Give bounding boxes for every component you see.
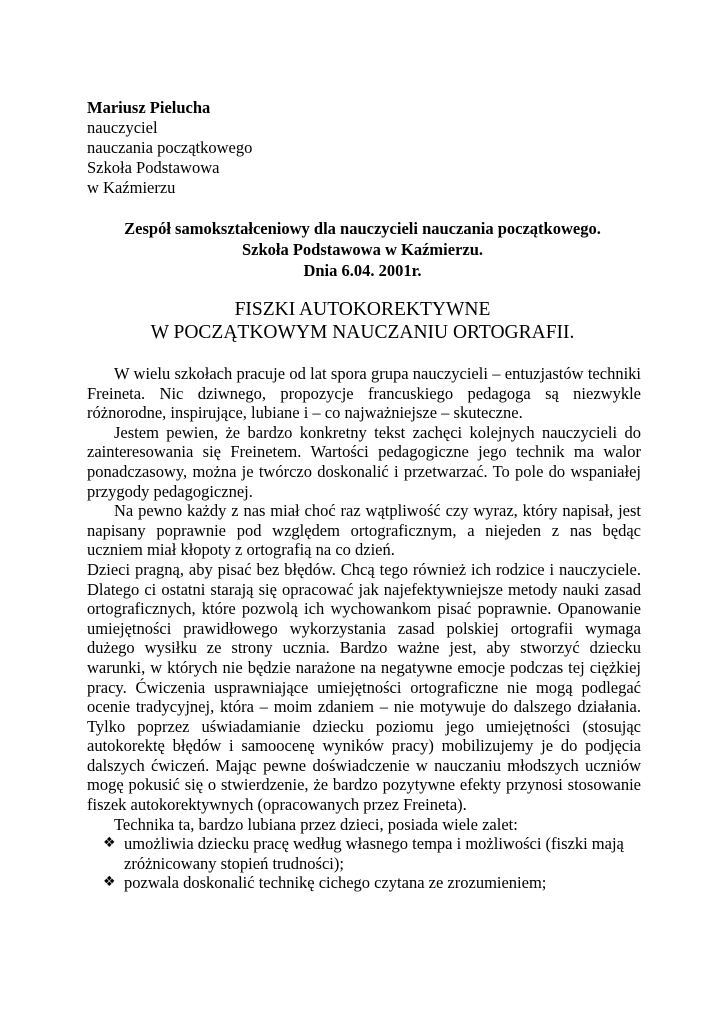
document-title: [0, 298, 725, 344]
paragraph-4: Dzieci pragną, aby pisać bez błędów. Chcą tego również ich rodzice i nauczyciele. Dlatego ci ostatni starają się opracować jak najefektywniejsze metody nauki zasad ortograficznych, które pozwolą ich wychowankom pisać poprawnie. Opanowanie umiejętności prawidłowego wykorzystania zasad polskiej ortografii wymaga dużego wysiłku ze strony ucznia. Bardzo ważne jest, aby stworzyć dziecku warunki, w których nie będzie narażone na negatywne emocje podczas tej ciężkiej pracy. Ćwiczenia usprawniające umiejętności ortograficzne nie mogą podlegać ocenie tradycyjnej, która – moim zdaniem – nie motywuje do dalszego działania. Tylko poprzez uświadamianie dziecku poziomu jego umiejętności (stosując autokorektę błędów i samoocenę wyników pracy) mobilizujemy je do podjęcia dalszych ćwiczeń. Mając pewne doświadczenie w nauczaniu młodszych uczniów mogę pokusić się o stwierdzenie, że bardzo pozytywne efekty przynosi stosowanie fiszek autokorektywnych (opracowanych przez Freineta).: [87, 559, 641, 815]
author-role-detail: nauczania początkowego: [87, 138, 253, 157]
author-role: nauczyciel: [87, 118, 158, 137]
list-item: [87, 834, 641, 873]
diamond-bullet-icon: ❖: [103, 874, 116, 891]
header-line-date: Dnia 6.04. 2001r.: [303, 261, 422, 280]
list-item-text: umożliwia dziecku pracę według własnego tempa i możliwości (fiszki mają zróżnicowany stopień trudności);: [124, 834, 624, 873]
paragraph-1: W wielu szkołach pracuje od lat spora grupa nauczycieli – entuzjastów techniki Freineta. Nic dziwnego, propozycje francuskiego pedagoga są niezwykle różnorodne, inspirujące, lubiane i – co najważniejsze – skuteczne.: [87, 364, 641, 423]
diamond-bullet-icon: ❖: [103, 835, 116, 852]
header-line-school: Szkoła Podstawowa w Kaźmierzu.: [241, 240, 484, 259]
list-item-text: pozwala doskonalić technikę cichego czytana ze zrozumieniem;: [124, 873, 547, 893]
document-body: [87, 364, 641, 893]
author-block: [87, 98, 252, 198]
author-school: Szkoła Podstawowa: [87, 158, 220, 177]
paragraph-3: Na pewno każdy z nas miał choć raz wątpliwość czy wyraz, który napisał, jest napisany poprawnie pod względem ortograficznym, a niejeden z nas będąc uczniem miał kłopoty z ortografią na co dzień.: [87, 501, 641, 560]
title-line-2: W POCZĄTKOWYM NAUCZANIU ORTOGRAFII.: [150, 322, 575, 343]
author-name: Mariusz Pielucha: [87, 98, 211, 117]
title-line-1: FISZKI AUTOKOREKTYWNE: [234, 299, 491, 320]
paragraph-5: Technika ta, bardzo lubiana przez dzieci, posiada wiele zalet:: [114, 814, 518, 834]
header-line-team: Zespół samokształceniowy dla nauczycieli nauczania początkowego.: [124, 219, 601, 238]
meeting-header: [0, 218, 725, 281]
author-location: w Kaźmierzu: [87, 178, 176, 197]
advantages-list: [87, 834, 641, 893]
paragraph-2: Jestem pewien, że bardzo konkretny tekst zachęci kolejnych nauczycieli do zainteresowania się Freinetem. Wartości pedagogiczne jego technik ma walor ponadczasowy, można je twórczo doskonalić i przetwarzać. To pole do wspaniałej przygody pedagogicznej.: [87, 422, 641, 501]
list-item: [87, 873, 641, 893]
